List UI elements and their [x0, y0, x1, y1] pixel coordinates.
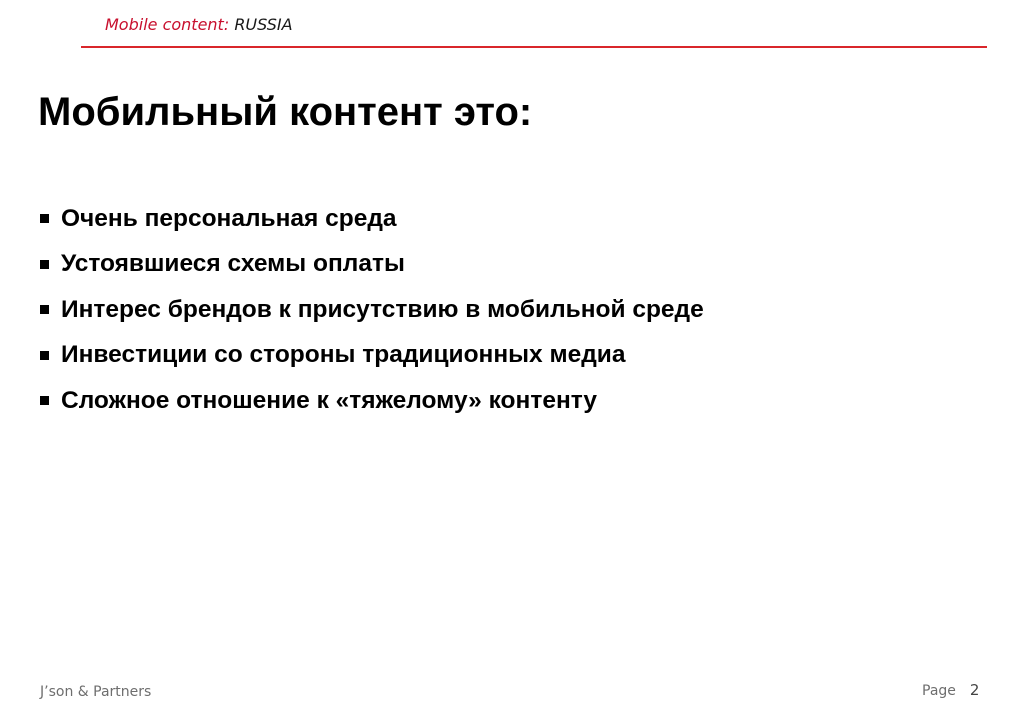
- bullet-item: [40, 378, 704, 424]
- square-bullet-icon: [40, 351, 49, 360]
- bullet-text: Очень персональная среда: [61, 204, 397, 232]
- page-label: Page: [922, 683, 956, 699]
- bullet-item: [40, 196, 704, 242]
- square-bullet-icon: [40, 260, 49, 269]
- header-prefix: Mobile content:: [105, 15, 235, 34]
- bullet-item: [40, 242, 704, 288]
- footer-company: J’son & Partners: [40, 684, 152, 700]
- slide-title: Мобильный контент это:: [38, 90, 533, 134]
- bullet-text: Интерес брендов к присутствию в мобильной среде: [61, 295, 704, 323]
- square-bullet-icon: [40, 396, 49, 405]
- square-bullet-icon: [40, 214, 49, 223]
- header-divider: [81, 46, 987, 48]
- page-indicator: [922, 680, 979, 699]
- bullet-item: [40, 333, 704, 379]
- section-header-label: [105, 14, 293, 36]
- square-bullet-icon: [40, 305, 49, 314]
- bullet-item: [40, 287, 704, 333]
- bullet-text: Инвестиции со стороны традиционных медиа: [61, 341, 626, 369]
- bullet-text: Устоявшиеся схемы оплаты: [61, 250, 405, 278]
- bullet-list: [40, 196, 704, 424]
- header-country: RUSSIA: [234, 15, 293, 34]
- bullet-text: Сложное отношение к «тяжелому» контенту: [61, 386, 597, 414]
- page-number: 2: [969, 681, 980, 699]
